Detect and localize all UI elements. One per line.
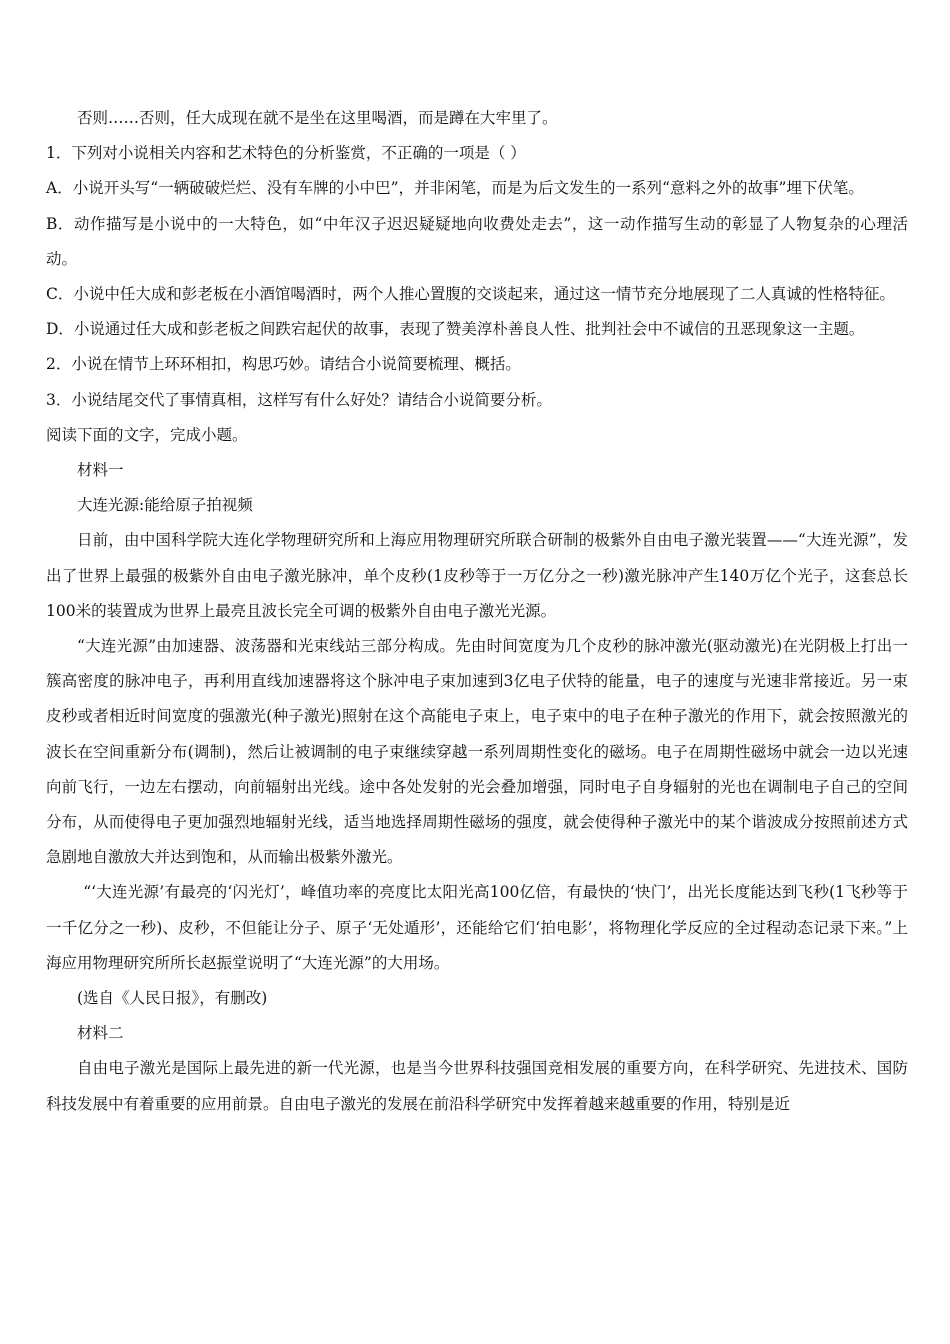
material-one bbox=[46, 453, 908, 1016]
material-one-paragraph: 日前，由中国科学院大连化学物理研究所和上海应用物理研究所联合研制的极紫外自由电子激光装置——“大连光源”，发出了世界上最强的极紫外自由电子激光脉冲，单个皮秒(1皮秒等于一万亿分之一秒)激光脉冲产生140万亿个光子，这套总长100米的装置成为世界上最亮且波长完全可调的极紫外自由电子激光光源。 bbox=[46, 531, 908, 620]
material-one-source: (选自《人民日报》，有删改) bbox=[77, 989, 268, 1008]
intro-line: 否则……否则，任大成现在就不是坐在这里喝酒，而是蹲在大牢里了。 bbox=[77, 109, 558, 127]
material-one-paragraph: “‘大连光源’有最亮的‘闪光灯’，峰值功率的亮度比太阳光高100亿倍，有最快的‘快门’，出光长度能达到飞秒(1飞秒等于一千亿分之一秒)、皮秒，不但能让分子、原子‘无处遁形’，还能给它们‘拍电影’，将物理化学反应的全过程动态记录下来。”上海应用物理研究所所长赵振堂说明了“大连光源”的大用场。 bbox=[46, 883, 908, 972]
material-one-label: 材料一 bbox=[77, 461, 124, 480]
question-1-option-b: B．动作描写是小说中的一大特色，如“中年汉子迟迟疑疑地向收费处走去”，这一动作描写生动的彰显了人物复杂的心理活动。 bbox=[46, 214, 908, 268]
question-1-option-d: D．小说通过任大成和彭老板之间跌宕起伏的故事，表现了赞美淳朴善良人性、批判社会中不诚信的丑恶现象这一主题。 bbox=[46, 320, 865, 339]
question-3: 3．小说结尾交代了事情真相，这样写有什么好处？请结合小说简要分析。 bbox=[46, 390, 552, 409]
material-one-title: 大连光源:能给原子拍视频 bbox=[77, 496, 253, 515]
question-1-option-c: C．小说中任大成和彭老板在小酒馆喝酒时，两个人推心置腹的交谈起来，通过这一情节充分地展现了二人真诚的性格特征。 bbox=[46, 285, 895, 304]
material-one-paragraph: “大连光源”由加速器、波荡器和光束线站三部分构成。先由时间宽度为几个皮秒的脉冲激光(驱动激光)在光阴极上打出一簇高密度的脉冲电子，再利用直线加速器将这个脉冲电子束加速到3亿电子伏特的能量，电子的速度与光速非常接近。另一束皮秒或者相近时间宽度的强激光(种子激光)照射在这个高能电子束上，电子束中的电子在种子激光的作用下，就会按照激光的波长在空间重新分布(调制)，然后让被调制的电子束继续穿越一系列周期性变化的磁场。电子在周期性磁场中就会一边以光速向前飞行，一边左右摆动，向前辐射出光线。途中各处发射的光会叠加增强，同时电子自身辐射的光也在调制电子自己的空间分布，从而使得电子更加强烈地辐射光线，适当地选择周期性磁场的强度，就会使得种子激光中的某个谐波成分按照前述方式急剧地自激放大并达到饱和，从而输出极紫外激光。 bbox=[46, 637, 908, 867]
question-section bbox=[46, 136, 908, 418]
reading-instruction: 阅读下面的文字，完成小题。 bbox=[46, 425, 248, 444]
question-1-stem: 1．下列对小说相关内容和艺术特色的分析鉴赏，不正确的一项是（ ） bbox=[46, 144, 526, 163]
material-two-label: 材料二 bbox=[77, 1024, 124, 1043]
document-page bbox=[46, 101, 908, 1122]
question-1-option-a: A．小说开头写“一辆破破烂烂、没有车牌的小中巴”，并非闲笔，而是为后文发生的一系列“意料之外的故事”埋下伏笔。 bbox=[46, 179, 864, 198]
material-two bbox=[46, 1016, 908, 1122]
question-2: 2．小说在情节上环环相扣，构思巧妙。请结合小说简要梳理、概括。 bbox=[46, 355, 521, 374]
material-two-paragraph: 自由电子激光是国际上最先进的新一代光源，也是当今世界科技强国竞相发展的重要方向，在科学研究、先进技术、国防科技发展中有着重要的应用前景。自由电子激光的发展在前沿科学研究中发挥着越来越重要的作用，特别是近 bbox=[46, 1059, 908, 1113]
